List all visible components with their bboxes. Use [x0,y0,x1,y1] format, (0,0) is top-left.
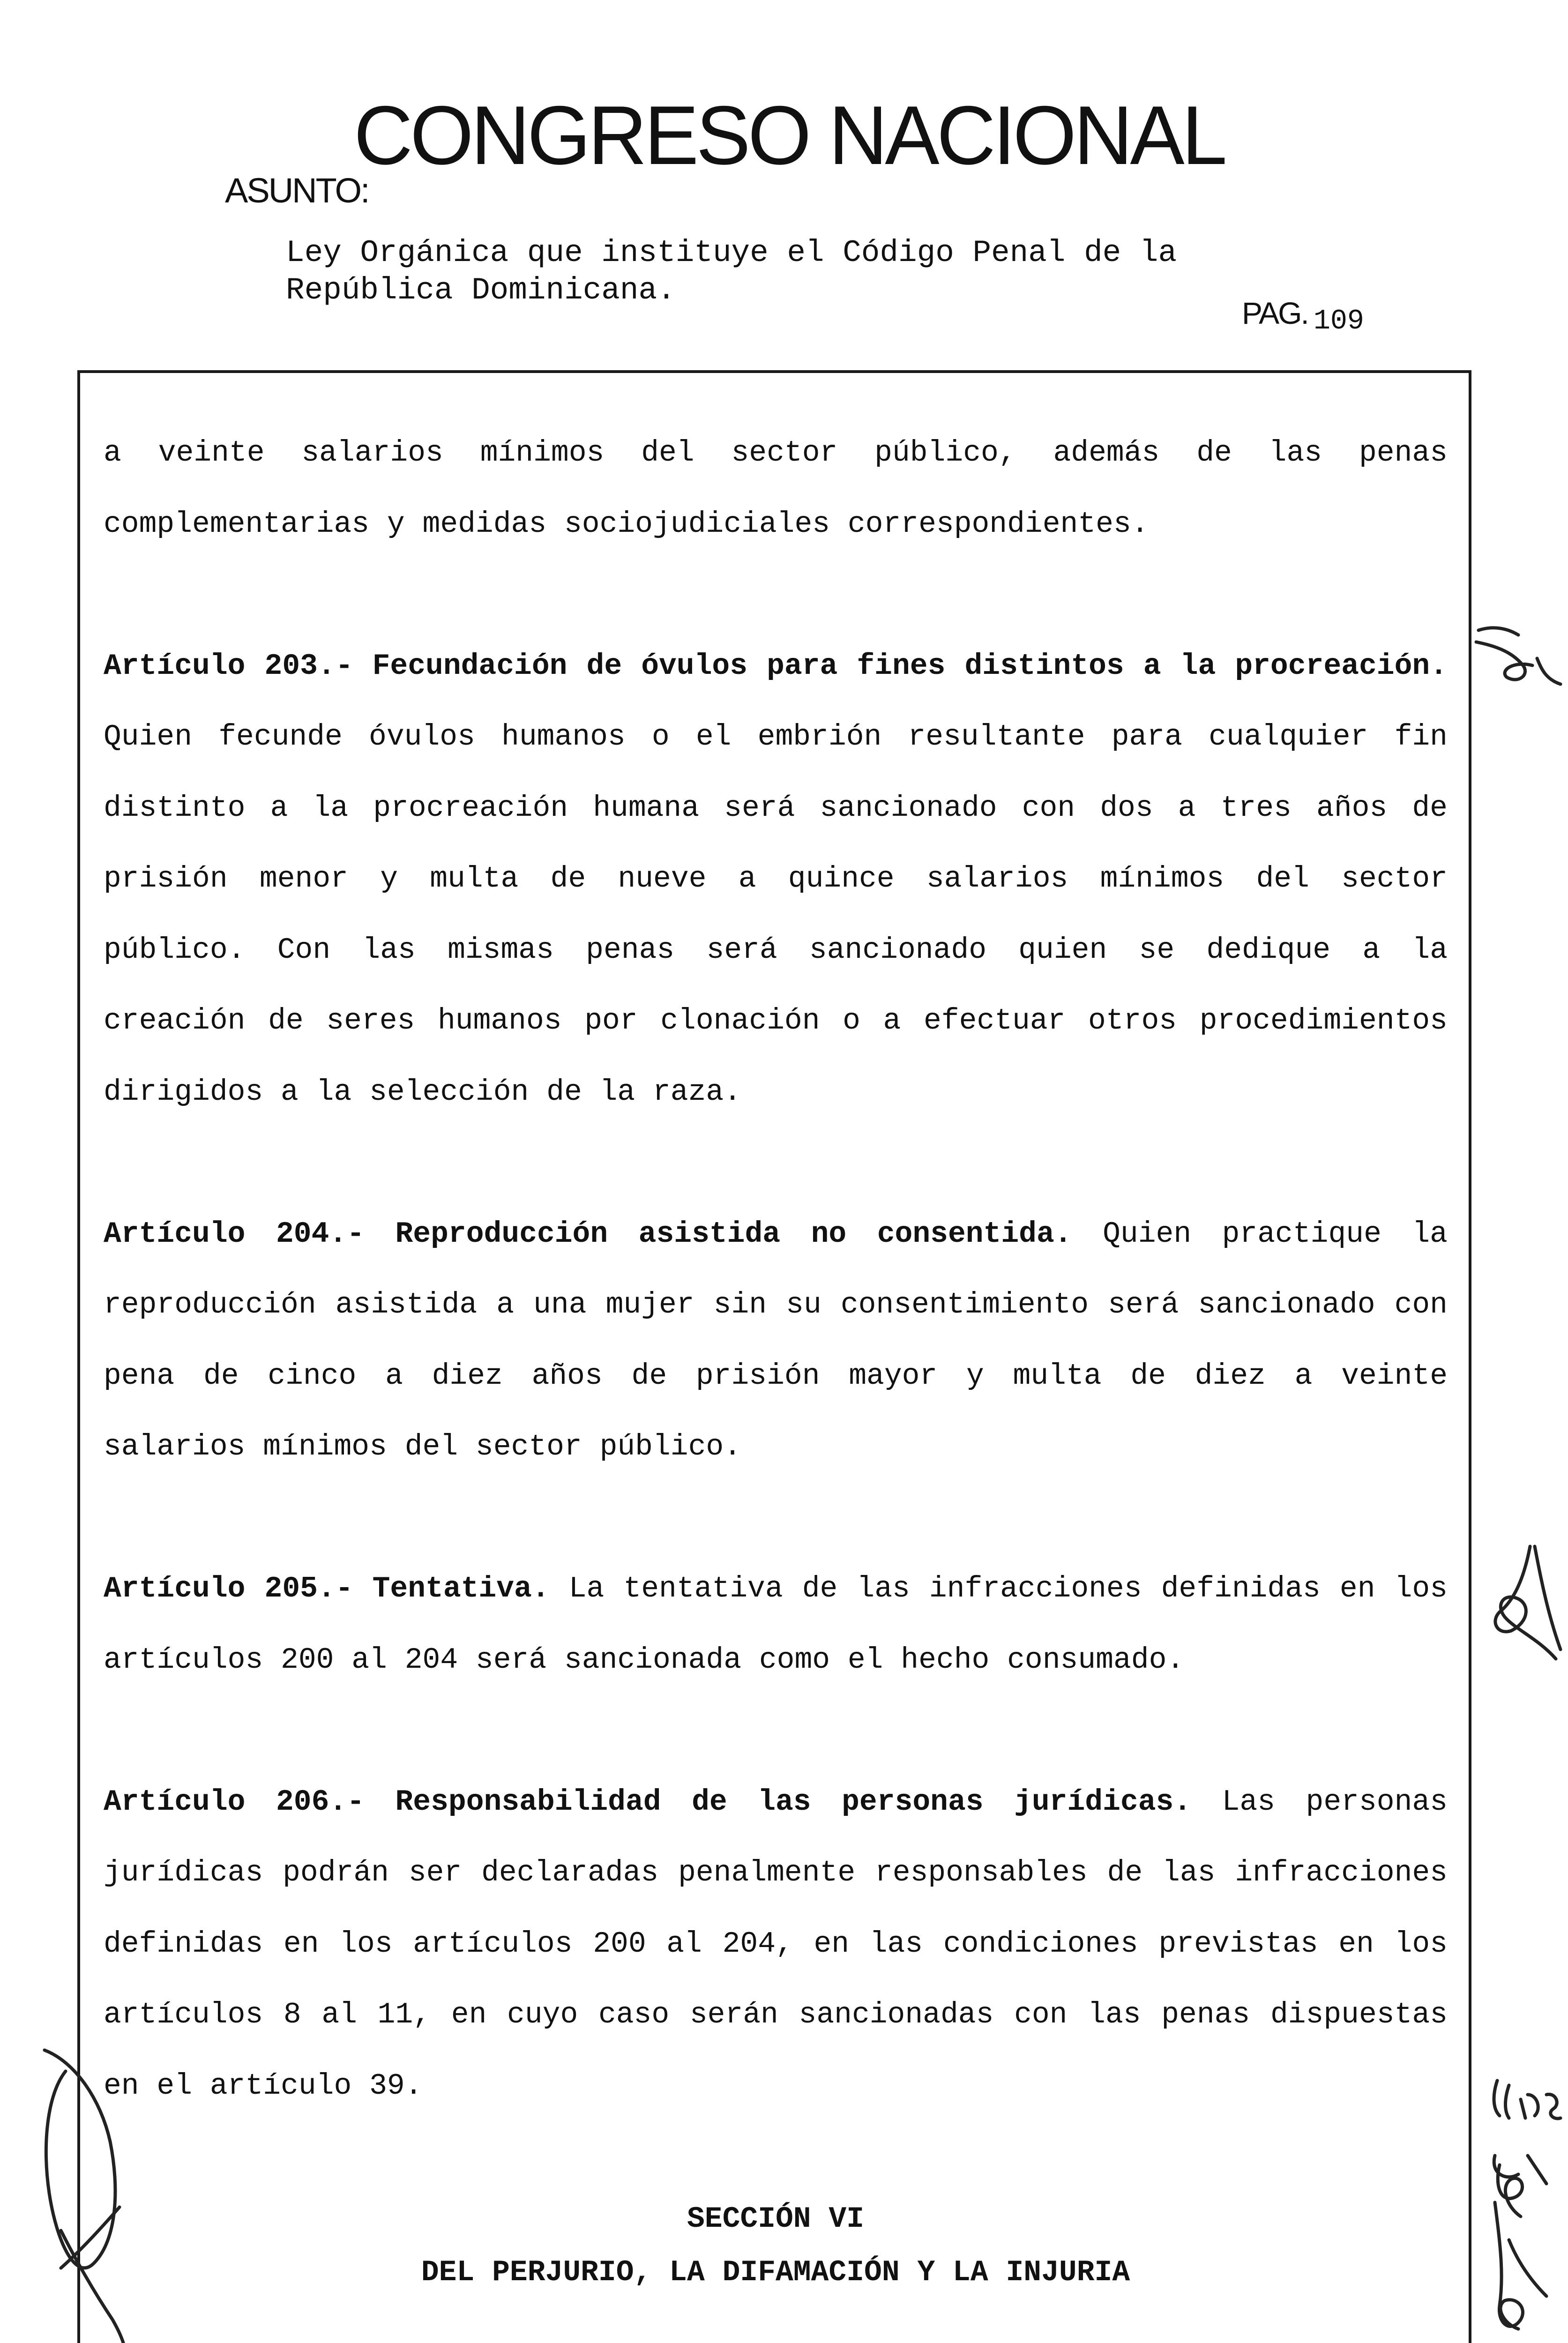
subject-line-1: Ley Orgánica que instituye el Código Penal de la [286,235,1177,270]
article-text: Quien practique la reproducción asistida a una mujer sin su consentimiento será sancionado con pena de cinco a diez años de prisión mayor y multa de diez a veinte salarios mínimos del sector público. [104,1217,1448,1463]
page-label: PAG. [1242,296,1308,330]
signature-mark-1 [1495,1546,1561,1659]
article-text: La tentativa de las infracciones definidas en los artículos 200 al 204 será sancionada como el hecho consumado. [104,1572,1448,1677]
subject-line-2: República Dominicana. [286,273,676,308]
article-heading: Artículo 206.- Responsabilidad de las personas jurídicas. [104,1785,1192,1819]
signature-mark-3 [1495,2202,1546,2329]
article-heading: Artículo 204.- Reproducción asistida no consentida. [104,1217,1072,1251]
signature-mark-4 [45,2050,126,2343]
article-text: Quien fecunde óvulos humanos o el embrión resultante para cualquier fin distinto a la procreación humana será sancionado con dos a tres años de prisión menor y multa de nueve a quince salarios mínimos del sector público. Con las mismas penas será sancionado quien se dedique a la creación de seres humanos por clonación o a efectuar otros procedimientos dirigidos a la selección de la raza. [104,720,1448,1109]
section-number: SECCIÓN VI [687,2202,865,2236]
article-heading: Artículo 205.- Tentativa. [104,1572,550,1605]
article-text: Las personas jurídicas podrán ser declaradas penalmente responsables de las infracciones definidas en los artículos 200 al 204, en las condiciones previstas en los artículos 8 al 11, en cuyo caso serán sancionadas con las penas dispuestas en el artículo 39. [104,1785,1448,2103]
page-number: 109 [1313,306,1364,337]
section-title: DEL PERJURIO, LA DIFAMACIÓN Y LA INJURIA [421,2255,1130,2289]
asunto-label: ASUNTO: [225,171,369,210]
intro-paragraph: a veinte salarios mínimos del sector público, además de las penas complementarias y medidas sociojudiciales correspondientes. [104,436,1448,541]
signature-mark-2 [1494,2156,1546,2216]
initials-mark-1 [1476,628,1561,684]
article-heading: Artículo 203.- Fecundación de óvulos para fines distintos a la procreación. [104,649,1448,683]
institution-title: CONGRESO NACIONAL [354,89,1225,182]
